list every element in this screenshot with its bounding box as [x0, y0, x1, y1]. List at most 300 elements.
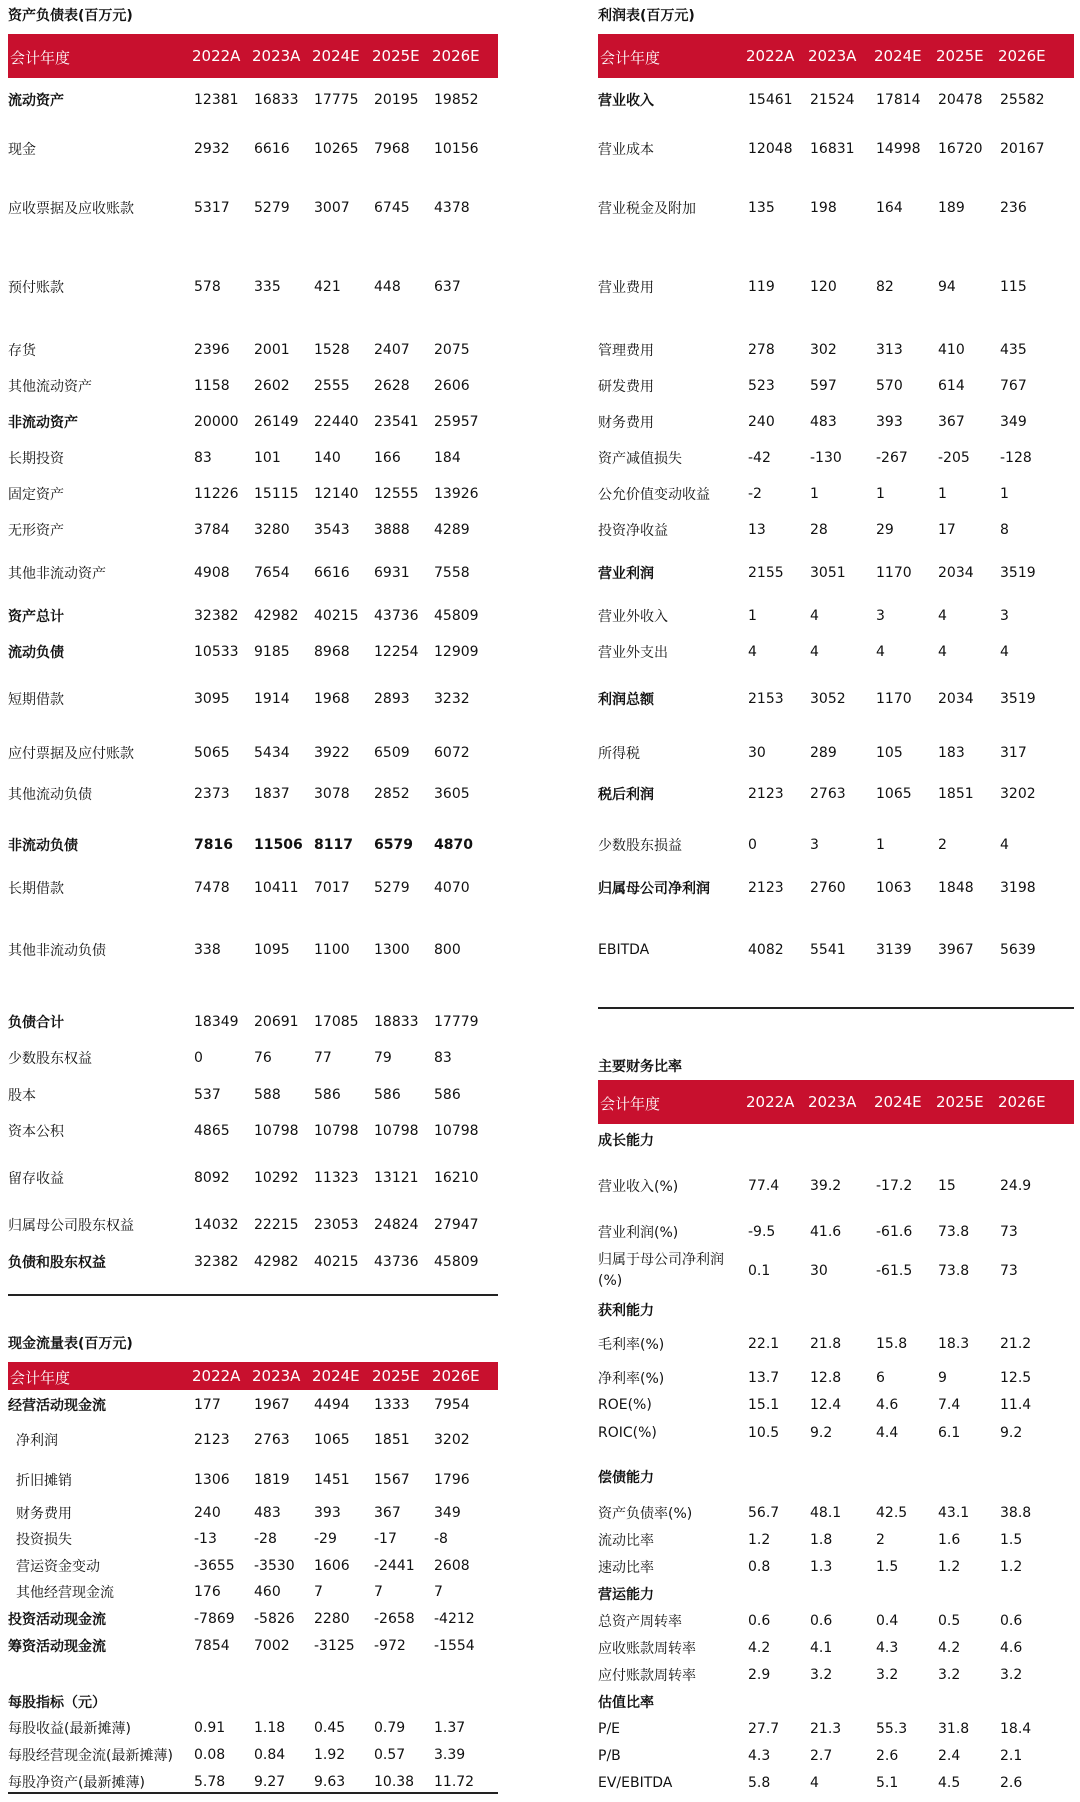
cell-value: 1.18 [254, 1720, 286, 1736]
row-label: 流动资产 [8, 93, 64, 109]
cell-value: 18.3 [938, 1336, 970, 1352]
header-year-2024E: 2024E [312, 1367, 360, 1385]
cell-value: -205 [938, 450, 970, 466]
cell-value: 4378 [434, 200, 470, 216]
cell-value: 578 [194, 279, 221, 295]
cell-value: 4 [938, 608, 947, 624]
cell-value: 13.7 [748, 1370, 780, 1386]
cell-value: 184 [434, 450, 461, 466]
cell-value: 1567 [374, 1472, 410, 1488]
cash-flow-panel [8, 1330, 498, 1670]
cell-value: 4 [1000, 644, 1009, 660]
cell-value: 22440 [314, 414, 359, 430]
cell-value: 105 [876, 745, 903, 761]
row-label: 营业税金及附加 [598, 201, 696, 217]
row-label: 财务费用 [598, 415, 654, 431]
cell-value: 4.2 [938, 1640, 961, 1656]
cell-value: 135 [748, 200, 775, 216]
row-label: 其他流动资产 [8, 379, 92, 395]
row-label: 每股经营现金流(最新摊薄) [8, 1748, 173, 1764]
row-label: 流动负债 [8, 645, 64, 661]
cell-value: 17779 [434, 1014, 479, 1030]
per-share-bottom-rule [8, 1792, 498, 1794]
cell-value: 198 [810, 200, 837, 216]
header-year-2022A: 2022A [192, 1367, 241, 1385]
cell-value: 0.5 [938, 1613, 961, 1629]
cell-value: 435 [1000, 342, 1027, 358]
cell-value: 16831 [810, 141, 855, 157]
cell-value: 2628 [374, 378, 410, 394]
cell-value: 3.2 [938, 1667, 961, 1683]
row-label: 财务费用 [16, 1506, 72, 1522]
row-label: EBITDA [598, 942, 650, 958]
cell-value: 31.8 [938, 1721, 970, 1737]
row-label: 估值比率 [598, 1695, 654, 1711]
cell-value: 1967 [254, 1397, 290, 1413]
cell-value: 1.2 [748, 1532, 771, 1548]
cell-value: 4070 [434, 880, 470, 896]
cell-value: 13 [748, 522, 766, 538]
cell-value: 3007 [314, 200, 350, 216]
cell-value: -28 [254, 1531, 277, 1547]
cell-value: 1 [876, 486, 885, 502]
cell-value: 570 [876, 378, 903, 394]
cell-value: -5826 [254, 1611, 295, 1627]
cell-value: 5541 [810, 942, 846, 958]
cell-value: 4.2 [748, 1640, 771, 1656]
cell-value: 800 [434, 942, 461, 958]
row-label: 其他非流动资产 [8, 566, 106, 582]
cell-value: 40215 [314, 1254, 359, 1270]
cell-value: 15.8 [876, 1336, 908, 1352]
cell-value: 17775 [314, 92, 359, 108]
cell-value: -13 [194, 1531, 217, 1547]
cell-value: 10292 [254, 1170, 299, 1186]
row-label: 非流动资产 [8, 415, 78, 431]
cell-value: 20000 [194, 414, 239, 430]
cell-value: 11323 [314, 1170, 359, 1186]
cell-value: -61.6 [876, 1224, 913, 1240]
cell-value: 18349 [194, 1014, 239, 1030]
cell-value: 24824 [374, 1217, 419, 1233]
cell-value: 140 [314, 450, 341, 466]
cell-value: 4082 [748, 942, 784, 958]
row-label: 存货 [8, 343, 36, 359]
cell-value: 21.2 [1000, 1336, 1032, 1352]
cell-value: 367 [938, 414, 965, 430]
cell-value: 24.9 [1000, 1178, 1032, 1194]
cell-value: 313 [876, 342, 903, 358]
cell-value: 7 [314, 1584, 323, 1600]
cell-value: -8 [434, 1531, 448, 1547]
cell-value: 12048 [748, 141, 793, 157]
cell-value: -3530 [254, 1558, 295, 1574]
cell-value: 42.5 [876, 1505, 908, 1521]
row-label: 其他流动负债 [8, 787, 92, 803]
header-label: 会计年度 [600, 1095, 661, 1113]
cell-value: 289 [810, 745, 837, 761]
header-label: 会计年度 [10, 49, 71, 67]
cell-value: 523 [748, 378, 775, 394]
cell-value: 83 [194, 450, 212, 466]
cell-value: 2373 [194, 786, 230, 802]
row-label: EV/EBITDA [598, 1775, 673, 1791]
cell-value: 10798 [254, 1123, 299, 1139]
cell-value: 2.6 [876, 1748, 899, 1764]
row-label: 应收票据及应收账款 [8, 201, 134, 217]
row-label: 资产负债率(%) [598, 1506, 693, 1522]
row-label: 每股净资产(最新摊薄) [8, 1775, 145, 1791]
cell-value: 115 [1000, 279, 1027, 295]
cell-value: 2001 [254, 342, 290, 358]
cell-value: 1968 [314, 691, 350, 707]
cell-value: 30 [810, 1263, 828, 1279]
cell-value: 11.4 [1000, 1397, 1032, 1413]
cell-value: 5.8 [748, 1775, 771, 1791]
cell-value: 7478 [194, 880, 230, 896]
cell-value: 5.78 [194, 1774, 226, 1790]
cell-value: 2763 [254, 1432, 290, 1448]
cell-value: 1.8 [810, 1532, 833, 1548]
cell-value: 4.3 [876, 1640, 899, 1656]
cell-value: 1528 [314, 342, 350, 358]
row-label: 预付账款 [8, 280, 64, 296]
cell-value: 12.8 [810, 1370, 842, 1386]
cell-value: 12.4 [810, 1397, 842, 1413]
cell-value: 0.57 [374, 1747, 406, 1763]
cell-value: 10798 [434, 1123, 479, 1139]
cell-value: 5434 [254, 745, 290, 761]
cell-value: 76 [254, 1050, 272, 1066]
header-label: 会计年度 [10, 1369, 71, 1387]
cell-value: 12381 [194, 92, 239, 108]
cell-value: 2.1 [1000, 1748, 1023, 1764]
cell-value: 164 [876, 200, 903, 216]
header-year-2024E: 2024E [874, 1093, 922, 1111]
cell-value: 0.6 [748, 1613, 771, 1629]
cell-value: 1 [1000, 486, 1009, 502]
row-label: 净利率(%) [598, 1371, 665, 1387]
cell-value: 614 [938, 378, 965, 394]
row-label: ROIC(%) [598, 1425, 657, 1441]
cell-value: 4 [748, 644, 757, 660]
row-label: 资本公积 [8, 1124, 64, 1140]
cell-value: 6579 [374, 837, 413, 853]
cell-value: -972 [374, 1638, 406, 1654]
ratios-panel [598, 1056, 1074, 1802]
cell-value: 4 [810, 1775, 819, 1791]
cell-value: 1.5 [1000, 1532, 1023, 1548]
cell-value: 393 [876, 414, 903, 430]
income-statement-header [598, 34, 1074, 78]
cell-value: 16210 [434, 1170, 479, 1186]
cell-value: 2155 [748, 565, 784, 581]
cell-value: 3967 [938, 942, 974, 958]
row-label: 净利润 [16, 1433, 58, 1449]
cell-value: 0.84 [254, 1747, 286, 1763]
cell-value: 16720 [938, 141, 983, 157]
cell-value: 9185 [254, 644, 290, 660]
header-year-2022A: 2022A [746, 1093, 795, 1111]
cell-value: 12140 [314, 486, 359, 502]
cell-value: 5279 [254, 200, 290, 216]
cell-value: 2407 [374, 342, 410, 358]
row-label: ROE(%) [598, 1397, 652, 1413]
cell-value: 588 [254, 1087, 281, 1103]
cell-value: 3051 [810, 565, 846, 581]
cell-value: 483 [810, 414, 837, 430]
row-label: 负债合计 [8, 1015, 64, 1031]
cell-value: 1306 [194, 1472, 230, 1488]
cell-value: 82 [876, 279, 894, 295]
cell-value: 2075 [434, 342, 470, 358]
cell-value: 27947 [434, 1217, 479, 1233]
cell-value: 4908 [194, 565, 230, 581]
cell-value: 1170 [876, 565, 912, 581]
row-label: 归属母公司净利润 [598, 881, 710, 897]
cell-value: 0 [748, 837, 757, 853]
row-label: 毛利率(%) [598, 1337, 665, 1353]
cell-value: 28 [810, 522, 828, 538]
row-label: 其他非流动负债 [8, 943, 106, 959]
cell-value: 3198 [1000, 880, 1036, 896]
cell-value: -1554 [434, 1638, 475, 1654]
cell-value: 1.37 [434, 1720, 466, 1736]
cell-value: 73.8 [938, 1224, 970, 1240]
cell-value: 77.4 [748, 1178, 780, 1194]
cell-value: 240 [748, 414, 775, 430]
cell-value: 4289 [434, 522, 470, 538]
cell-value: 9 [938, 1370, 947, 1386]
cell-value: 183 [938, 745, 965, 761]
cell-value: 30 [748, 745, 766, 761]
cell-value: 20167 [1000, 141, 1045, 157]
cell-value: 10798 [314, 1123, 359, 1139]
row-label: 获利能力 [598, 1303, 654, 1319]
cell-value: 2760 [810, 880, 846, 896]
cell-value: -7869 [194, 1611, 235, 1627]
per-share-panel [8, 1688, 498, 1802]
cell-value: 2280 [314, 1611, 350, 1627]
cell-value: 27.7 [748, 1721, 780, 1737]
cell-value: 1851 [938, 786, 974, 802]
cell-value: 586 [434, 1087, 461, 1103]
cell-value: 278 [748, 342, 775, 358]
cell-value: 11.72 [434, 1774, 475, 1790]
row-label: 营业收入 [598, 93, 654, 109]
cell-value: 2.7 [810, 1748, 833, 1764]
cell-value: 119 [748, 279, 775, 295]
cell-value: 7654 [254, 565, 290, 581]
cell-value: 448 [374, 279, 401, 295]
row-label: 非流动负债 [8, 838, 78, 854]
cell-value: 15461 [748, 92, 793, 108]
cell-value: 2608 [434, 1558, 470, 1574]
header-label: 会计年度 [600, 49, 661, 67]
cell-value: 7558 [434, 565, 470, 581]
cell-value: 42982 [254, 608, 299, 624]
cell-value: 3280 [254, 522, 290, 538]
cell-value: 73 [1000, 1224, 1018, 1240]
cell-value: 767 [1000, 378, 1027, 394]
cell-value: 10265 [314, 141, 359, 157]
cell-value: 421 [314, 279, 341, 295]
cell-value: 1095 [254, 942, 290, 958]
row-label: 投资净收益 [598, 523, 668, 539]
row-label: 归属于母公司净利润(%) [598, 1252, 724, 1289]
cell-value: 7002 [254, 1638, 290, 1654]
per-share-title: 每股指标（元） [8, 1695, 106, 1711]
header-year-2023A: 2023A [252, 1367, 301, 1385]
income-statement-panel [598, 0, 1074, 1020]
header-year-2025E: 2025E [372, 47, 420, 65]
cell-value: 3.2 [810, 1667, 833, 1683]
cell-value: 10798 [374, 1123, 419, 1139]
income-statement-bottom-rule [598, 1007, 1074, 1009]
cell-value: -61.5 [876, 1263, 913, 1279]
cell-value: 3605 [434, 786, 470, 802]
row-label: 固定资产 [8, 487, 64, 503]
ratios-title: 主要财务比率 [598, 1059, 682, 1075]
cell-value: 41.6 [810, 1224, 842, 1240]
cell-value: 1.92 [314, 1747, 346, 1763]
row-label: 负债和股东权益 [8, 1255, 106, 1271]
cell-value: 3232 [434, 691, 470, 707]
cell-value: 3052 [810, 691, 846, 707]
cell-value: 2034 [938, 565, 974, 581]
cell-value: 3 [1000, 608, 1009, 624]
row-label: 营运能力 [598, 1587, 654, 1603]
header-year-2022A: 2022A [192, 47, 241, 65]
cell-value: 0 [194, 1050, 203, 1066]
cell-value: 0.1 [748, 1263, 771, 1279]
row-label: 股本 [8, 1088, 36, 1104]
cell-value: 73 [1000, 1263, 1018, 1279]
header-year-2023A: 2023A [252, 47, 301, 65]
cell-value: 0.8 [748, 1559, 771, 1575]
cell-value: 18.4 [1000, 1721, 1032, 1737]
cell-value: 8092 [194, 1170, 230, 1186]
row-label: 现金 [8, 142, 36, 158]
cell-value: 17814 [876, 92, 921, 108]
row-label: 总资产周转率 [598, 1614, 682, 1630]
cell-value: 1.6 [938, 1532, 961, 1548]
cell-value: 29 [876, 522, 894, 538]
cell-value: 38.8 [1000, 1505, 1032, 1521]
cell-value: 9.2 [810, 1425, 833, 1441]
cell-value: 5.1 [876, 1775, 899, 1791]
cell-value: 2396 [194, 342, 230, 358]
cell-value: 460 [254, 1584, 281, 1600]
cell-value: 3095 [194, 691, 230, 707]
cell-value: 9.2 [1000, 1425, 1023, 1441]
cell-value: 20691 [254, 1014, 299, 1030]
cell-value: 2 [876, 1532, 885, 1548]
cell-value: 2932 [194, 141, 230, 157]
cell-value: 12.5 [1000, 1370, 1032, 1386]
row-label: 营业费用 [598, 280, 654, 296]
cell-value: 4.6 [876, 1397, 899, 1413]
cell-value: 0.79 [374, 1720, 406, 1736]
cell-value: 7854 [194, 1638, 230, 1654]
cell-value: 1065 [314, 1432, 350, 1448]
header-year-2026E: 2026E [432, 1367, 480, 1385]
row-label: 流动比率 [598, 1533, 654, 1549]
cell-value: 20478 [938, 92, 983, 108]
cell-value: 4.3 [748, 1748, 771, 1764]
cell-value: 4.4 [876, 1425, 899, 1441]
row-label: P/E [598, 1721, 621, 1737]
cell-value: 6616 [254, 141, 290, 157]
cell-value: 79 [374, 1050, 392, 1066]
row-label: 少数股东权益 [8, 1051, 92, 1067]
row-label: 长期投资 [8, 451, 64, 467]
cell-value: 21524 [810, 92, 855, 108]
cell-value: 7.4 [938, 1397, 961, 1413]
cell-value: 21.3 [810, 1721, 842, 1737]
balance-sheet-title: 资产负债表(百万元) [8, 8, 133, 24]
cell-value: 176 [194, 1584, 221, 1600]
cell-value: 3519 [1000, 565, 1036, 581]
cell-value: 12555 [374, 486, 419, 502]
cell-value: 4865 [194, 1123, 230, 1139]
header-year-2025E: 2025E [936, 47, 984, 65]
cell-value: 2034 [938, 691, 974, 707]
cell-value: 367 [374, 1505, 401, 1521]
cell-value: 7954 [434, 1397, 470, 1413]
cell-value: 1837 [254, 786, 290, 802]
cell-value: 9.27 [254, 1774, 286, 1790]
header-year-2024E: 2024E [874, 47, 922, 65]
cell-value: 3922 [314, 745, 350, 761]
cell-value: 393 [314, 1505, 341, 1521]
cell-value: 32382 [194, 608, 239, 624]
cell-value: 32382 [194, 1254, 239, 1270]
cell-value: 25957 [434, 414, 479, 430]
cell-value: 1451 [314, 1472, 350, 1488]
cell-value: 4 [1000, 837, 1009, 853]
cell-value: 3888 [374, 522, 410, 538]
cell-value: 0.91 [194, 1720, 226, 1736]
row-label: 留存收益 [8, 1171, 64, 1187]
cell-value: 0.6 [810, 1613, 833, 1629]
cell-value: 2763 [810, 786, 846, 802]
cell-value: 4 [810, 608, 819, 624]
cell-value: 22.1 [748, 1336, 780, 1352]
row-label: 少数股东损益 [598, 838, 682, 854]
cell-value: -3125 [314, 1638, 355, 1654]
row-label: 速动比率 [598, 1560, 654, 1576]
cell-value: 15.1 [748, 1397, 780, 1413]
row-label: 每股收益(最新摊薄) [8, 1721, 131, 1737]
cell-value: 7968 [374, 141, 410, 157]
row-label: 所得税 [598, 746, 640, 762]
cell-value: 42982 [254, 1254, 299, 1270]
cell-value: 586 [314, 1087, 341, 1103]
header-year-2025E: 2025E [372, 1367, 420, 1385]
cell-value: 1606 [314, 1558, 350, 1574]
header-year-2025E: 2025E [936, 1093, 984, 1111]
cell-value: 338 [194, 942, 221, 958]
cell-value: -9.5 [748, 1224, 776, 1240]
row-label: 折旧摊销 [16, 1473, 72, 1489]
cell-value: 1851 [374, 1432, 410, 1448]
cell-value: 3 [876, 608, 885, 624]
cell-value: 6 [876, 1370, 885, 1386]
cell-value: -3655 [194, 1558, 235, 1574]
cell-value: 1 [748, 608, 757, 624]
cell-value: 3543 [314, 522, 350, 538]
